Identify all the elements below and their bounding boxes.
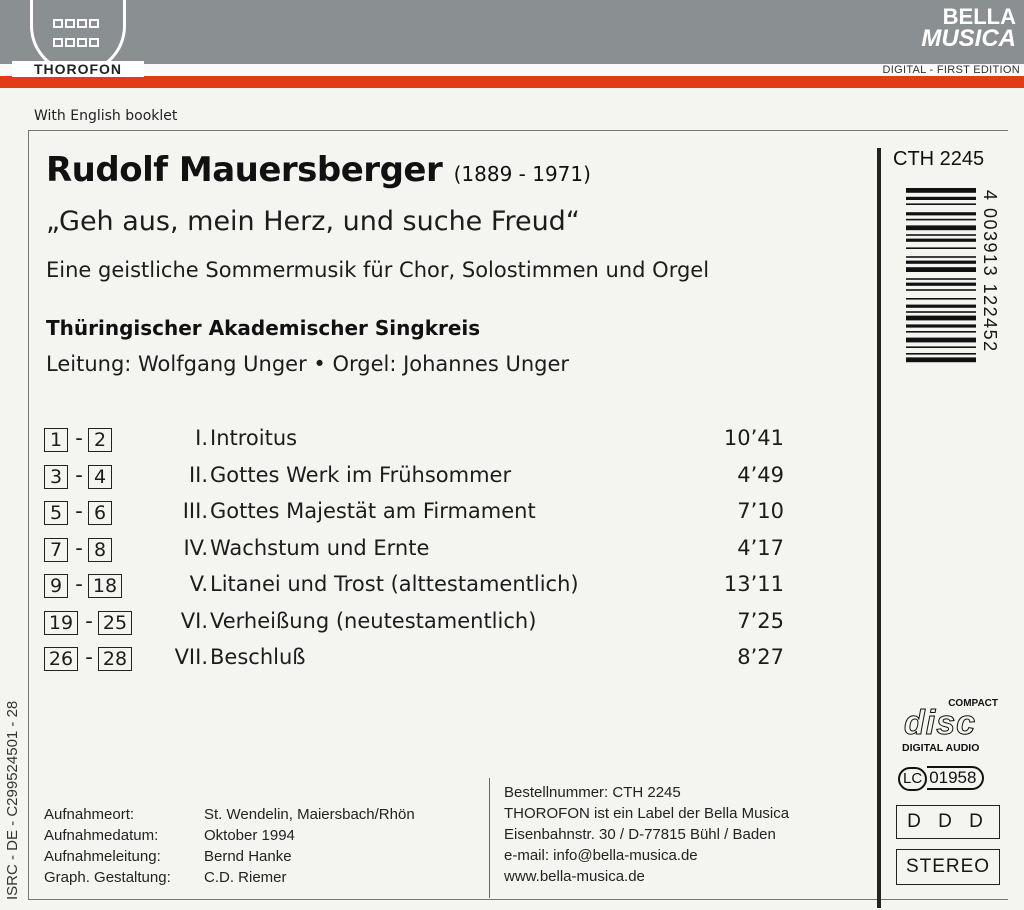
movement-duration: 7’10 [737, 499, 784, 523]
credit-label: Graph. Gestaltung: [44, 869, 171, 886]
barcode-bar [906, 261, 976, 264]
movement-title: Beschluß [210, 645, 306, 669]
movement-duration: 4’49 [737, 462, 784, 487]
credit-label: Aufnahmeleitung: [44, 848, 161, 865]
movement-duration: 13’11 [723, 572, 784, 596]
compact-label: COMPACT [948, 698, 998, 709]
barcode-bar [906, 212, 976, 215]
track-row [44, 461, 804, 495]
barcode-bar [906, 298, 976, 300]
track-start-number: 19 [44, 611, 78, 635]
barcode-bar [906, 225, 976, 230]
track-row [44, 607, 804, 641]
thorofon-logo-icon [52, 14, 106, 54]
track-range-dash: - [75, 426, 83, 450]
movement-duration: 7’25 [737, 608, 784, 633]
credit-value: Oktober 1994 [204, 827, 295, 844]
track-end-number: 2 [88, 428, 112, 452]
movement-duration: 8’27 [737, 645, 784, 669]
bella-musica-logo [921, 6, 1016, 50]
movement-number: I. [195, 426, 208, 450]
track-end-number: 28 [98, 647, 132, 671]
disc-label: disc [904, 704, 977, 742]
barcode-bar [906, 353, 976, 355]
movement-title: Verheißung (neutestamentlich) [210, 608, 537, 633]
barcode-bar [906, 219, 976, 221]
track-end-number: 4 [88, 465, 112, 489]
barcode-bar [906, 256, 976, 258]
credit-value: C.D. Riemer [204, 869, 287, 886]
conductor-organist: Leitung: Wolfgang Unger • Orgel: Johannes Unger [46, 352, 570, 376]
credit-value: Bernd Hanke [204, 848, 292, 865]
track-start-number: 7 [44, 538, 68, 562]
divider-line [877, 148, 881, 908]
thorofon-logo-text: THOROFON [12, 61, 144, 77]
barcode-digits: 4 003913 122452 [980, 190, 1000, 353]
track-row [44, 570, 804, 604]
barcode-bar [906, 188, 976, 193]
composer-years: (1889 - 1971) [453, 162, 591, 186]
movement-title: Introitus [210, 426, 298, 450]
track-start-number: 26 [44, 647, 78, 671]
barcode [906, 188, 982, 398]
lc-number: 01958 [927, 766, 984, 790]
digital-audio-label: DIGITAL AUDIO [902, 742, 980, 754]
barcode-bar [906, 316, 976, 321]
header-band [0, 0, 1024, 64]
choir-name: Thüringischer Akademischer Singkreis [46, 316, 481, 340]
work-title: „Geh aus, mein Herz, und suche Freud“ [46, 206, 580, 237]
stereo-badge: STEREO [896, 849, 1000, 885]
track-row [44, 643, 804, 677]
order-info [504, 782, 789, 887]
track-range-dash: - [75, 462, 83, 487]
movement-duration: 4’17 [737, 535, 784, 560]
track-end-number: 25 [98, 611, 132, 635]
movement-duration: 10’41 [723, 426, 784, 450]
isrc-code: ISRC - DE - C299524501 - 28 [4, 700, 21, 900]
header-strip [0, 64, 1024, 76]
movement-title: Wachstum und Ernte [210, 535, 430, 560]
order-info-line: THOROFON ist ein Label der Bella Musica [504, 805, 790, 822]
track-row [44, 424, 804, 458]
movement-number: VI. [180, 608, 208, 633]
bella-logo-line1: BELLA [942, 4, 1016, 29]
bella-logo-line2: MUSICA [921, 25, 1016, 52]
track-end-number: 8 [88, 538, 112, 562]
order-info-line: www.bella-musica.de [504, 868, 645, 885]
movement-number: III. [182, 499, 208, 523]
credit-value: St. Wendelin, Maiersbach/Rhön [204, 806, 415, 823]
credits-divider [489, 778, 490, 898]
barcode-bar [906, 324, 976, 327]
movement-title: Litanei und Trost (alttestamentlich) [210, 572, 579, 596]
barcode-bar [906, 305, 976, 308]
order-info-line: e-mail: info@bella-musica.de [504, 847, 698, 864]
track-row [44, 497, 804, 531]
barcode-bar [906, 239, 976, 242]
barcode-bar [906, 267, 976, 272]
label-code [898, 766, 984, 792]
track-range-dash: - [85, 645, 93, 669]
barcode-bar [906, 289, 976, 291]
order-info-line: Bestellnummer: CTH 2245 [504, 784, 681, 801]
track-start-number: 3 [44, 465, 68, 489]
booklet-note: With English booklet [34, 108, 178, 124]
barcode-bar [906, 203, 976, 205]
barcode-bar [906, 331, 976, 333]
composer-title [46, 150, 591, 190]
track-start-number: 1 [44, 428, 68, 452]
barcode-bar [906, 247, 976, 249]
barcode-bar [906, 346, 976, 348]
barcode-bar [906, 357, 976, 362]
barcode-bar [906, 311, 976, 313]
track-end-number: 6 [88, 501, 112, 525]
credit-label: Aufnahmeort: [44, 806, 135, 823]
ddd-badge: D D D [896, 805, 1000, 839]
movement-title: Gottes Majestät am Firmament [210, 499, 536, 523]
movement-number: II. [188, 462, 208, 487]
barcode-bar [906, 338, 976, 343]
composer-name: Rudolf Mauersberger [46, 150, 443, 190]
movement-number: IV. [183, 535, 208, 560]
lc-badge: LC [898, 767, 927, 791]
order-info-line: Eisenbahnstr. 30 / D-77815 Bühl / Baden [504, 826, 776, 843]
edition-label: DIGITAL - FIRST EDITION [882, 64, 1020, 76]
track-range-dash: - [75, 499, 83, 523]
movement-number: V. [189, 572, 208, 596]
track-range-dash: - [85, 608, 93, 633]
header-red-stripe [0, 76, 1024, 88]
track-start-number: 9 [44, 574, 68, 598]
track-row [44, 534, 804, 568]
barcode-bar [906, 278, 976, 280]
catalog-number: CTH 2245 [893, 148, 985, 170]
compact-disc-logo [900, 698, 1000, 756]
track-range-dash: - [75, 535, 83, 560]
work-description: Eine geistliche Sommermusik für Chor, Solostimmen und Orgel [46, 258, 710, 282]
credit-label: Aufnahmedatum: [44, 827, 159, 844]
movement-number: VII. [174, 645, 208, 669]
barcode-bar [906, 234, 976, 236]
track-end-number: 18 [88, 574, 122, 598]
barcode-bar [906, 197, 976, 200]
track-start-number: 5 [44, 501, 68, 525]
track-range-dash: - [75, 572, 83, 596]
barcode-bar [906, 283, 976, 286]
movement-title: Gottes Werk im Frühsommer [210, 462, 512, 487]
